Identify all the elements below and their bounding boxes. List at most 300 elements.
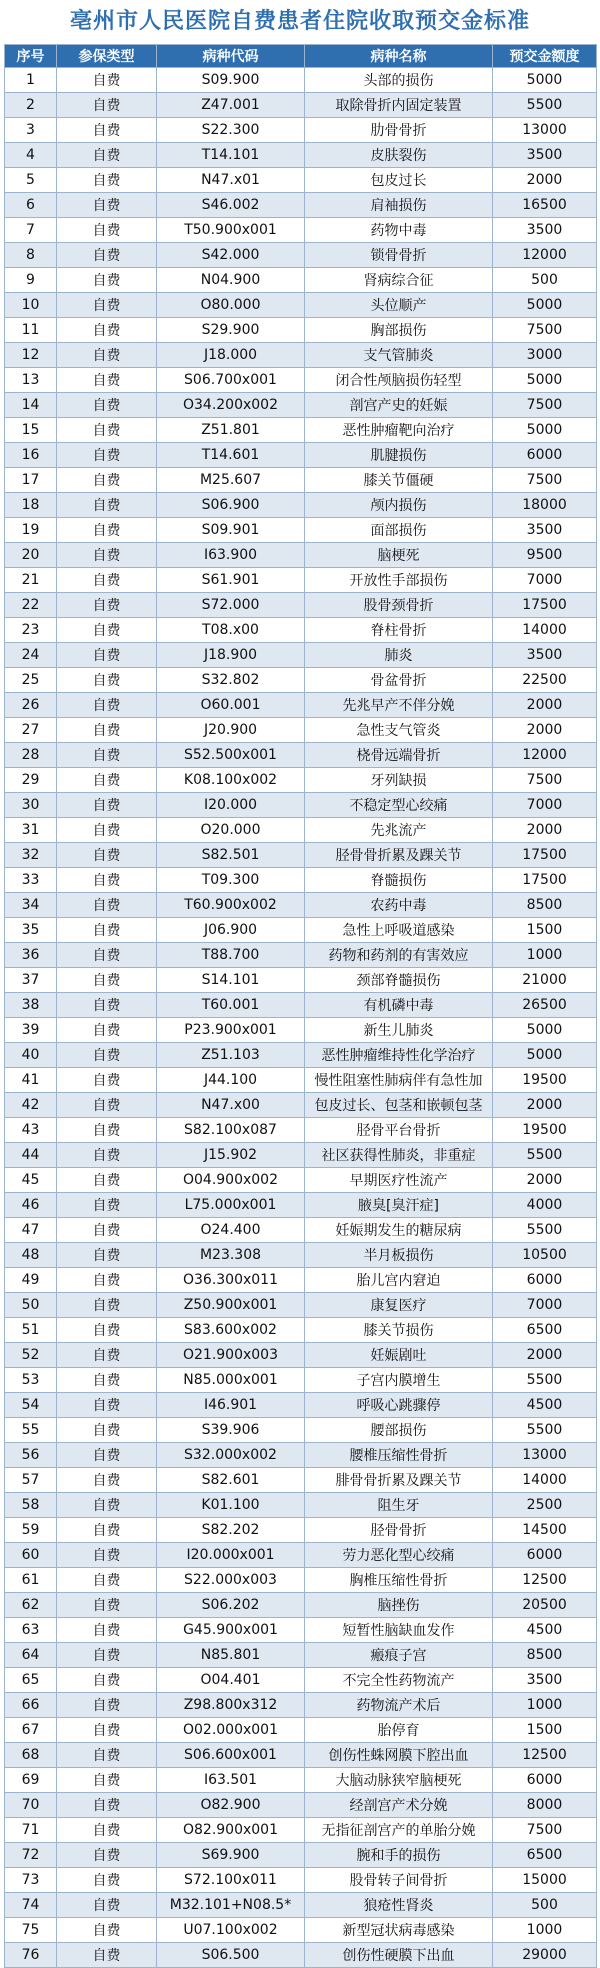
table-row	[5, 168, 597, 193]
cell-deposit: 19500	[493, 1068, 597, 1093]
table-row	[5, 1843, 597, 1868]
cell-disease-code: S09.901	[157, 518, 305, 543]
cell-disease-code: M25.607	[157, 468, 305, 493]
table-row	[5, 468, 597, 493]
cell-index: 18	[5, 493, 57, 518]
cell-insurance-type: 自费	[57, 1493, 157, 1518]
cell-index: 57	[5, 1468, 57, 1493]
cell-disease-name: 不稳定型心绞痛	[305, 793, 493, 818]
cell-index: 33	[5, 868, 57, 893]
cell-deposit: 13000	[493, 118, 597, 143]
cell-index: 75	[5, 1918, 57, 1943]
cell-insurance-type: 自费	[57, 1368, 157, 1393]
cell-index: 26	[5, 693, 57, 718]
cell-disease-code: J06.900	[157, 918, 305, 943]
table-row	[5, 593, 597, 618]
cell-deposit: 2500	[493, 1493, 597, 1518]
cell-disease-code: T50.900x001	[157, 218, 305, 243]
header-row	[5, 45, 597, 68]
cell-index: 11	[5, 318, 57, 343]
cell-deposit: 2000	[493, 818, 597, 843]
cell-disease-code: G45.900x001	[157, 1618, 305, 1643]
cell-disease-name: 胸部损伤	[305, 318, 493, 343]
cell-disease-name: 肌腱损伤	[305, 443, 493, 468]
cell-deposit: 8500	[493, 893, 597, 918]
cell-index: 54	[5, 1393, 57, 1418]
cell-disease-name: 无指征剖宫产的单胎分娩	[305, 1818, 493, 1843]
cell-deposit: 10500	[493, 1243, 597, 1268]
cell-insurance-type: 自费	[57, 1018, 157, 1043]
cell-index: 27	[5, 718, 57, 743]
cell-deposit: 7500	[493, 1818, 597, 1843]
cell-disease-code: T09.300	[157, 868, 305, 893]
cell-disease-name: 包皮过长	[305, 168, 493, 193]
cell-index: 28	[5, 743, 57, 768]
cell-disease-code: S42.000	[157, 243, 305, 268]
table-row	[5, 1943, 597, 1968]
cell-disease-name: 半月板损伤	[305, 1243, 493, 1268]
table-row	[5, 1443, 597, 1468]
cell-index: 63	[5, 1618, 57, 1643]
cell-index: 62	[5, 1593, 57, 1618]
cell-disease-code: T88.700	[157, 943, 305, 968]
cell-disease-code: P23.900x001	[157, 1018, 305, 1043]
cell-insurance-type: 自费	[57, 168, 157, 193]
table-row	[5, 1043, 597, 1068]
table-row	[5, 1693, 597, 1718]
cell-disease-code: J18.900	[157, 643, 305, 668]
cell-disease-name: 胎儿宫内窘迫	[305, 1268, 493, 1293]
cell-disease-name: 创伤性蛛网膜下腔出血	[305, 1743, 493, 1768]
cell-index: 60	[5, 1543, 57, 1568]
cell-disease-name: 大脑动脉狭窄脑梗死	[305, 1768, 493, 1793]
cell-disease-code: S14.101	[157, 968, 305, 993]
cell-deposit: 15000	[493, 1868, 597, 1893]
table-row	[5, 1068, 597, 1093]
cell-insurance-type: 自费	[57, 1693, 157, 1718]
cell-disease-name: 牙列缺损	[305, 768, 493, 793]
cell-deposit: 7000	[493, 568, 597, 593]
cell-deposit: 4000	[493, 1193, 597, 1218]
cell-disease-code: S06.202	[157, 1593, 305, 1618]
cell-insurance-type: 自费	[57, 393, 157, 418]
cell-deposit: 3500	[493, 218, 597, 243]
cell-disease-name: 农药中毒	[305, 893, 493, 918]
cell-disease-name: 桡骨远端骨折	[305, 743, 493, 768]
cell-index: 36	[5, 943, 57, 968]
cell-deposit: 18000	[493, 493, 597, 518]
cell-index: 49	[5, 1268, 57, 1293]
cell-disease-name: 药物流产术后	[305, 1693, 493, 1718]
cell-index: 74	[5, 1893, 57, 1918]
table-row	[5, 843, 597, 868]
cell-insurance-type: 自费	[57, 568, 157, 593]
table-row	[5, 568, 597, 593]
cell-disease-code: J18.000	[157, 343, 305, 368]
cell-index: 16	[5, 443, 57, 468]
cell-insurance-type: 自费	[57, 918, 157, 943]
cell-insurance-type: 自费	[57, 518, 157, 543]
table-row	[5, 1143, 597, 1168]
cell-deposit: 12500	[493, 1743, 597, 1768]
cell-disease-name: 支气管肺炎	[305, 343, 493, 368]
cell-disease-name: 腓骨骨折累及踝关节	[305, 1468, 493, 1493]
cell-disease-code: S61.901	[157, 568, 305, 593]
cell-index: 29	[5, 768, 57, 793]
cell-deposit: 2000	[493, 693, 597, 718]
cell-insurance-type: 自费	[57, 1043, 157, 1068]
cell-insurance-type: 自费	[57, 793, 157, 818]
cell-insurance-type: 自费	[57, 193, 157, 218]
cell-deposit: 1000	[493, 943, 597, 968]
table-row	[5, 1343, 597, 1368]
cell-disease-code: T60.900x002	[157, 893, 305, 918]
cell-disease-name: 胫骨平台骨折	[305, 1118, 493, 1143]
cell-insurance-type: 自费	[57, 1818, 157, 1843]
cell-disease-code: O21.900x003	[157, 1343, 305, 1368]
cell-disease-name: 头部的损伤	[305, 68, 493, 93]
cell-disease-code: O82.900x001	[157, 1818, 305, 1843]
cell-disease-name: 取除骨折内固定装置	[305, 93, 493, 118]
cell-deposit: 4500	[493, 1393, 597, 1418]
table-row	[5, 193, 597, 218]
cell-disease-name: 股骨颈骨折	[305, 593, 493, 618]
table-row	[5, 68, 597, 93]
cell-index: 67	[5, 1718, 57, 1743]
cell-deposit: 14000	[493, 618, 597, 643]
header-insurance-type: 参保类型	[57, 45, 157, 68]
table-row	[5, 293, 597, 318]
table-row	[5, 868, 597, 893]
cell-insurance-type: 自费	[57, 1793, 157, 1818]
cell-index: 39	[5, 1018, 57, 1043]
cell-deposit: 14000	[493, 1468, 597, 1493]
cell-disease-code: S29.900	[157, 318, 305, 343]
cell-disease-name: 颈部脊髓损伤	[305, 968, 493, 993]
cell-disease-name: 不完全性药物流产	[305, 1668, 493, 1693]
table-row	[5, 1418, 597, 1443]
cell-index: 41	[5, 1068, 57, 1093]
cell-disease-name: 脑梗死	[305, 543, 493, 568]
cell-disease-code: S82.501	[157, 843, 305, 868]
cell-disease-name: 狼疮性肾炎	[305, 1893, 493, 1918]
cell-insurance-type: 自费	[57, 493, 157, 518]
cell-index: 24	[5, 643, 57, 668]
cell-insurance-type: 自费	[57, 843, 157, 868]
cell-disease-code: S72.100x011	[157, 1868, 305, 1893]
cell-disease-code: O02.000x001	[157, 1718, 305, 1743]
cell-insurance-type: 自费	[57, 1168, 157, 1193]
table-row	[5, 1293, 597, 1318]
cell-index: 23	[5, 618, 57, 643]
cell-disease-code: S06.700x001	[157, 368, 305, 393]
cell-index: 40	[5, 1043, 57, 1068]
cell-index: 13	[5, 368, 57, 393]
table-row	[5, 1793, 597, 1818]
cell-index: 30	[5, 793, 57, 818]
cell-index: 71	[5, 1818, 57, 1843]
cell-insurance-type: 自费	[57, 143, 157, 168]
cell-deposit: 5000	[493, 293, 597, 318]
cell-deposit: 16500	[493, 193, 597, 218]
cell-disease-code: N85.801	[157, 1643, 305, 1668]
cell-index: 42	[5, 1093, 57, 1118]
cell-insurance-type: 自费	[57, 1418, 157, 1443]
cell-deposit: 8000	[493, 1793, 597, 1818]
cell-disease-name: 颅内损伤	[305, 493, 493, 518]
table-row	[5, 1518, 597, 1543]
cell-disease-code: S69.900	[157, 1843, 305, 1868]
cell-insurance-type: 自费	[57, 1143, 157, 1168]
cell-index: 43	[5, 1118, 57, 1143]
table-row	[5, 518, 597, 543]
cell-disease-name: 急性支气管炎	[305, 718, 493, 743]
cell-insurance-type: 自费	[57, 1943, 157, 1968]
cell-deposit: 8500	[493, 1643, 597, 1668]
cell-deposit: 3500	[493, 643, 597, 668]
cell-insurance-type: 自费	[57, 1218, 157, 1243]
cell-index: 51	[5, 1318, 57, 1343]
cell-disease-code: T08.x00	[157, 618, 305, 643]
cell-disease-code: Z98.800x312	[157, 1693, 305, 1718]
cell-disease-code: T14.101	[157, 143, 305, 168]
cell-disease-name: 闭合性颅脑损伤轻型	[305, 368, 493, 393]
cell-disease-code: U07.100x002	[157, 1918, 305, 1943]
cell-deposit: 17500	[493, 868, 597, 893]
cell-deposit: 7000	[493, 1293, 597, 1318]
cell-disease-name: 腰椎压缩性骨折	[305, 1443, 493, 1468]
cell-deposit: 7500	[493, 768, 597, 793]
cell-disease-code: S83.600x002	[157, 1318, 305, 1343]
table-row	[5, 1218, 597, 1243]
cell-disease-name: 脊髓损伤	[305, 868, 493, 893]
cell-deposit: 6500	[493, 1843, 597, 1868]
cell-insurance-type: 自费	[57, 468, 157, 493]
header-disease-code: 病种代码	[157, 45, 305, 68]
cell-disease-name: 开放性手部损伤	[305, 568, 493, 593]
table-row	[5, 668, 597, 693]
cell-disease-name: 肋骨骨折	[305, 118, 493, 143]
cell-deposit: 17500	[493, 843, 597, 868]
cell-disease-code: S32.000x002	[157, 1443, 305, 1468]
cell-insurance-type: 自费	[57, 343, 157, 368]
cell-disease-name: 药物和药剂的有害效应	[305, 943, 493, 968]
cell-insurance-type: 自费	[57, 68, 157, 93]
cell-disease-code: J44.100	[157, 1068, 305, 1093]
table-row	[5, 1643, 597, 1668]
cell-insurance-type: 自费	[57, 1443, 157, 1468]
table-row	[5, 1718, 597, 1743]
cell-disease-name: 劳力恶化型心绞痛	[305, 1543, 493, 1568]
cell-disease-name: 胫骨骨折	[305, 1518, 493, 1543]
cell-disease-name: 腕和手的损伤	[305, 1843, 493, 1868]
cell-index: 50	[5, 1293, 57, 1318]
cell-disease-code: S22.000x003	[157, 1568, 305, 1593]
cell-disease-code: S06.900	[157, 493, 305, 518]
cell-index: 59	[5, 1518, 57, 1543]
table-row	[5, 893, 597, 918]
table-row	[5, 268, 597, 293]
table-row	[5, 118, 597, 143]
cell-disease-code: O80.000	[157, 293, 305, 318]
cell-index: 70	[5, 1793, 57, 1818]
cell-deposit: 2000	[493, 168, 597, 193]
cell-insurance-type: 自费	[57, 1193, 157, 1218]
cell-deposit: 6000	[493, 443, 597, 468]
cell-disease-name: 恶性肿瘤维持性化学治疗	[305, 1043, 493, 1068]
cell-index: 1	[5, 68, 57, 93]
table-row	[5, 93, 597, 118]
cell-disease-code: L75.000x001	[157, 1193, 305, 1218]
cell-insurance-type: 自费	[57, 1568, 157, 1593]
cell-insurance-type: 自费	[57, 93, 157, 118]
cell-deposit: 5000	[493, 418, 597, 443]
cell-insurance-type: 自费	[57, 368, 157, 393]
cell-index: 19	[5, 518, 57, 543]
cell-index: 21	[5, 568, 57, 593]
table-row	[5, 418, 597, 443]
cell-index: 38	[5, 993, 57, 1018]
cell-disease-code: S82.202	[157, 1518, 305, 1543]
cell-insurance-type: 自费	[57, 1668, 157, 1693]
table-row	[5, 1593, 597, 1618]
table-body	[5, 68, 597, 1968]
cell-index: 32	[5, 843, 57, 868]
table-row	[5, 1868, 597, 1893]
cell-disease-name: 阻生牙	[305, 1493, 493, 1518]
cell-insurance-type: 自费	[57, 1768, 157, 1793]
table-row	[5, 693, 597, 718]
cell-disease-name: 皮肤裂伤	[305, 143, 493, 168]
cell-insurance-type: 自费	[57, 268, 157, 293]
cell-disease-name: 剖宫产史的妊娠	[305, 393, 493, 418]
cell-disease-code: S06.500	[157, 1943, 305, 1968]
table-row	[5, 1668, 597, 1693]
cell-disease-name: 腋臭[臭汗症]	[305, 1193, 493, 1218]
cell-disease-code: M23.308	[157, 1243, 305, 1268]
cell-disease-code: O34.200x002	[157, 393, 305, 418]
cell-index: 44	[5, 1143, 57, 1168]
table-row	[5, 1368, 597, 1393]
cell-disease-name: 瘢痕子宫	[305, 1643, 493, 1668]
cell-deposit: 1500	[493, 1718, 597, 1743]
cell-insurance-type: 自费	[57, 1268, 157, 1293]
cell-insurance-type: 自费	[57, 1868, 157, 1893]
cell-disease-code: Z51.801	[157, 418, 305, 443]
cell-index: 48	[5, 1243, 57, 1268]
cell-insurance-type: 自费	[57, 1293, 157, 1318]
cell-deposit: 7500	[493, 393, 597, 418]
cell-deposit: 22500	[493, 668, 597, 693]
cell-insurance-type: 自费	[57, 1468, 157, 1493]
cell-deposit: 5000	[493, 68, 597, 93]
cell-disease-name: 先兆早产不伴分娩	[305, 693, 493, 718]
cell-disease-code: T60.001	[157, 993, 305, 1018]
cell-deposit: 2000	[493, 1093, 597, 1118]
cell-index: 47	[5, 1218, 57, 1243]
cell-disease-name: 脊柱骨折	[305, 618, 493, 643]
cell-deposit: 29000	[493, 1943, 597, 1968]
cell-insurance-type: 自费	[57, 868, 157, 893]
table-row	[5, 343, 597, 368]
cell-insurance-type: 自费	[57, 1068, 157, 1093]
cell-disease-name: 早期医疗性流产	[305, 1168, 493, 1193]
cell-disease-code: S32.802	[157, 668, 305, 693]
cell-disease-code: O82.900	[157, 1793, 305, 1818]
cell-disease-code: N47.x00	[157, 1093, 305, 1118]
table-row	[5, 318, 597, 343]
table-row	[5, 718, 597, 743]
cell-disease-name: 肾病综合征	[305, 268, 493, 293]
cell-index: 55	[5, 1418, 57, 1443]
table-row	[5, 768, 597, 793]
cell-disease-name: 康复医疗	[305, 1293, 493, 1318]
cell-disease-name: 新型冠状病毒感染	[305, 1918, 493, 1943]
cell-disease-name: 膝关节损伤	[305, 1318, 493, 1343]
cell-disease-name: 胸椎压缩性骨折	[305, 1568, 493, 1593]
cell-index: 65	[5, 1668, 57, 1693]
cell-index: 5	[5, 168, 57, 193]
cell-insurance-type: 自费	[57, 443, 157, 468]
cell-disease-code: N85.000x001	[157, 1368, 305, 1393]
cell-insurance-type: 自费	[57, 218, 157, 243]
cell-disease-name: 创伤性硬膜下出血	[305, 1943, 493, 1968]
cell-disease-code: I20.000	[157, 793, 305, 818]
table-row	[5, 1118, 597, 1143]
header-disease-name: 病种名称	[305, 45, 493, 68]
cell-disease-code: Z51.103	[157, 1043, 305, 1068]
cell-insurance-type: 自费	[57, 318, 157, 343]
cell-index: 8	[5, 243, 57, 268]
cell-deposit: 5500	[493, 93, 597, 118]
cell-insurance-type: 自费	[57, 1718, 157, 1743]
cell-disease-name: 肩袖损伤	[305, 193, 493, 218]
cell-disease-code: J20.900	[157, 718, 305, 743]
cell-deposit: 6500	[493, 1318, 597, 1343]
cell-index: 37	[5, 968, 57, 993]
table-row	[5, 618, 597, 643]
deposit-standard-table	[4, 44, 597, 1968]
table-row	[5, 1893, 597, 1918]
cell-deposit: 2000	[493, 718, 597, 743]
cell-insurance-type: 自费	[57, 718, 157, 743]
cell-disease-code: T14.601	[157, 443, 305, 468]
cell-insurance-type: 自费	[57, 593, 157, 618]
cell-deposit: 500	[493, 1893, 597, 1918]
cell-disease-code: S06.600x001	[157, 1743, 305, 1768]
cell-disease-name: 胫骨骨折累及踝关节	[305, 843, 493, 868]
cell-disease-code: S72.000	[157, 593, 305, 618]
cell-index: 25	[5, 668, 57, 693]
cell-insurance-type: 自费	[57, 1118, 157, 1143]
cell-disease-code: O04.401	[157, 1668, 305, 1693]
cell-insurance-type: 自费	[57, 1743, 157, 1768]
cell-disease-name: 先兆流产	[305, 818, 493, 843]
table-row	[5, 1268, 597, 1293]
cell-index: 58	[5, 1493, 57, 1518]
cell-insurance-type: 自费	[57, 1518, 157, 1543]
cell-disease-name: 腰部损伤	[305, 1418, 493, 1443]
cell-insurance-type: 自费	[57, 1243, 157, 1268]
cell-disease-code: S39.906	[157, 1418, 305, 1443]
cell-disease-name: 子宫内膜增生	[305, 1368, 493, 1393]
cell-deposit: 2000	[493, 1343, 597, 1368]
cell-deposit: 5500	[493, 1368, 597, 1393]
table-row	[5, 393, 597, 418]
cell-index: 22	[5, 593, 57, 618]
cell-insurance-type: 自费	[57, 818, 157, 843]
cell-index: 34	[5, 893, 57, 918]
